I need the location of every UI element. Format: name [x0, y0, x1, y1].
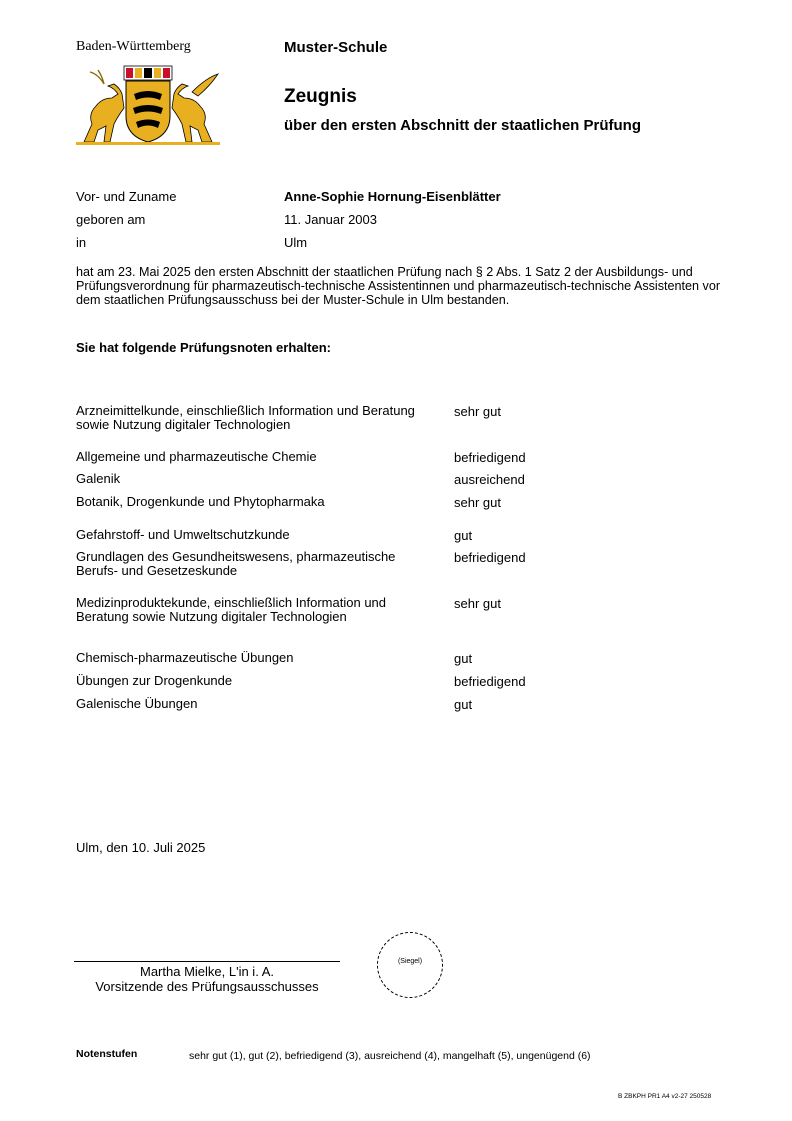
seal-label: (Siegel) — [397, 958, 423, 965]
grade-value: gut — [454, 528, 473, 543]
grade-value: befriedigend — [454, 550, 526, 565]
grade-value: gut — [454, 651, 473, 666]
grade-subject: Allgemeine und pharmazeutische Chemie — [76, 449, 317, 464]
school-name: Muster-Schule — [284, 39, 388, 56]
grade-value: sehr gut — [454, 495, 501, 510]
signature-block — [74, 964, 340, 994]
student-name: Anne-Sophie Hornung-Eisenblätter — [284, 189, 501, 204]
grading-scale-label: Notenstufen — [76, 1048, 138, 1060]
grade-subject: Gefahrstoff- und Umweltschutzkunde — [76, 527, 290, 542]
seal-circle — [377, 932, 443, 998]
coat-of-arms-icon — [74, 64, 222, 146]
birth-place-label: in — [76, 235, 87, 250]
document-subtitle: über den ersten Abschnitt der staatlichen Prüfung — [284, 117, 641, 134]
grade-value: gut — [454, 697, 473, 712]
grade-value: sehr gut — [454, 596, 501, 611]
grade-subject: Chemisch-pharmazeutische Übungen — [76, 650, 294, 665]
grade-subject: Galenische Übungen — [76, 696, 198, 711]
grade-value: ausreichend — [454, 472, 525, 487]
state-name: Baden-Württemberg — [76, 39, 191, 54]
form-code: B ZBKPH PR1 A4 v2-27 250528 — [618, 1093, 712, 1100]
grade-subject: Botanik, Drogenkunde und Phytopharmaka — [76, 494, 325, 509]
name-label: Vor- und Zuname — [76, 189, 177, 204]
grade-subject: Arzneimittelkunde, einschließlich Information und Beratung sowie Nutzung digitaler Technologien — [76, 403, 415, 432]
signer-name: Martha Mielke, L'in i. A. — [140, 964, 274, 979]
signer-role: Vorsitzende des Prüfungsausschusses — [95, 979, 319, 994]
statement-paragraph: hat am 23. Mai 2025 den ersten Abschnitt der staatlichen Prüfung nach § 2 Abs. 1 Satz 2 der Ausbildungs- und Prüfungsverordnung für pharmazeutisch-technische Assistentinnen und pharmazeutisch-technische Assistenten vor dem staatlichen Prüfungsausschuss bei der Muster-Schule in Ulm bestanden. — [76, 265, 721, 307]
birth-date: 11. Januar 2003 — [284, 212, 377, 227]
grade-subject: Galenik — [76, 471, 121, 486]
grade-subject: Übungen zur Drogenkunde — [76, 673, 233, 688]
signature-line — [74, 961, 340, 962]
birth-date-label: geboren am — [76, 212, 146, 227]
grade-subject: Medizinproduktekunde, einschließlich Information und Beratung sowie Nutzung digitaler Technologien — [76, 595, 387, 624]
birth-place: Ulm — [284, 235, 308, 250]
grade-value: befriedigend — [454, 674, 526, 689]
grade-subject: Grundlagen des Gesundheitswesens, pharmazeutische Berufs- und Gesetzeskunde — [76, 549, 396, 578]
place-date: Ulm, den 10. Juli 2025 — [76, 840, 206, 855]
document-title: Zeugnis — [284, 86, 357, 107]
grading-scale-text: sehr gut (1), gut (2), befriedigend (3), ausreichend (4), mangelhaft (5), ungenügend (6) — [189, 1050, 591, 1062]
grades-heading: Sie hat folgende Prüfungsnoten erhalten: — [76, 340, 331, 355]
grade-value: sehr gut — [454, 404, 501, 419]
grade-value: befriedigend — [454, 450, 526, 465]
